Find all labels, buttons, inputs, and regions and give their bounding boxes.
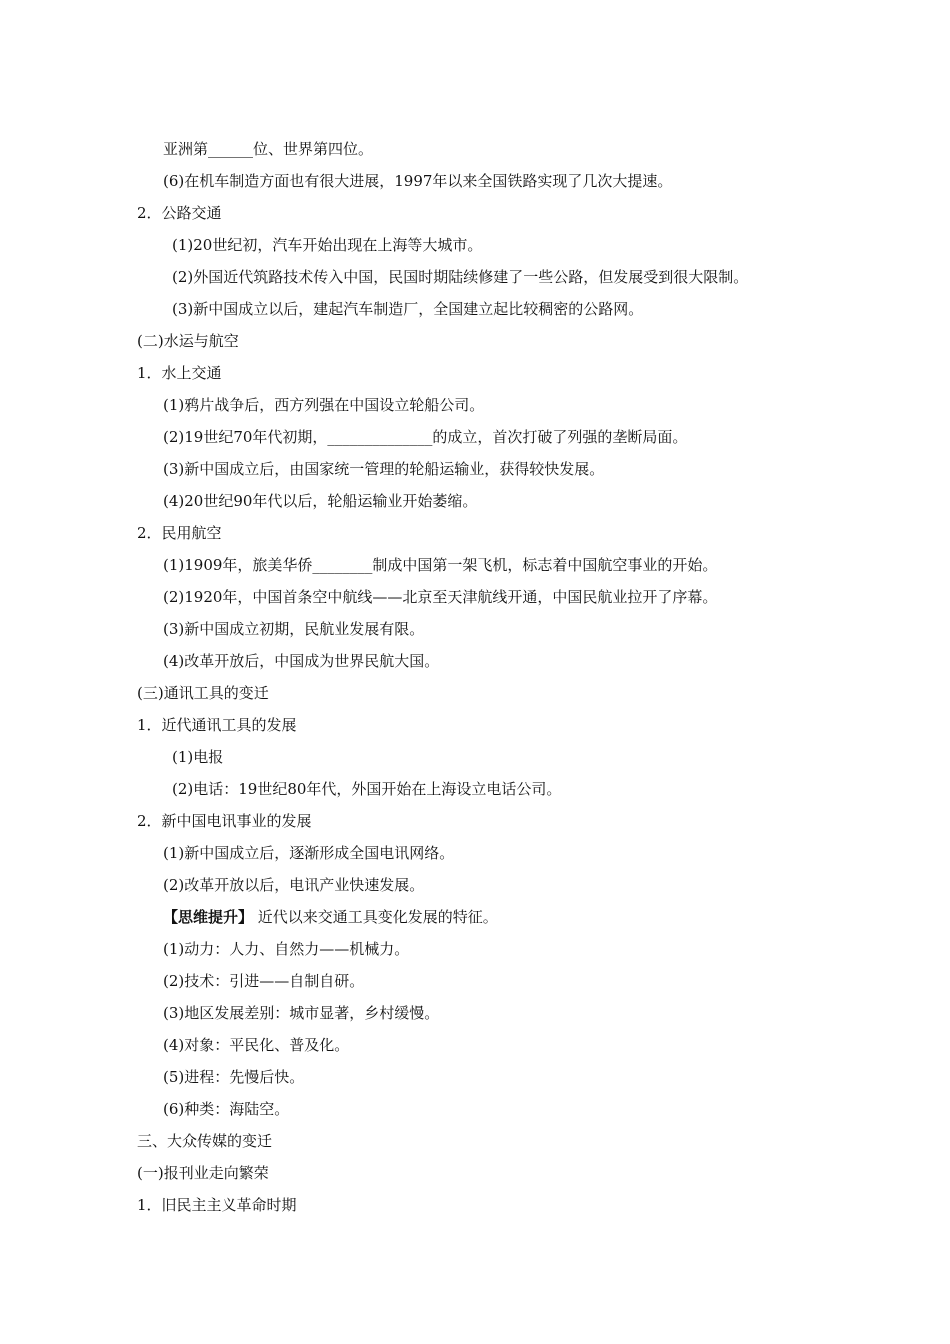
text-line: (3)新中国成立以后，建起汽车制造厂，全国建立起比较稠密的公路网。 [172, 300, 644, 318]
text-line: (2)19世纪70年代初期，______________的成立，首次打破了列强的垄断局面。 [163, 428, 688, 446]
section-heading: 2．公路交通 [137, 204, 222, 222]
section-heading: (二)水运与航空 [137, 332, 239, 350]
text-line: (4)20世纪90年代以后，轮船运输业开始萎缩。 [163, 492, 478, 510]
text-line: (2)技术：引进——自制自研。 [163, 972, 365, 990]
text-line: (1)新中国成立后，逐渐形成全国电讯网络。 [163, 844, 455, 862]
text-line: 亚洲第______位、世界第四位。 [163, 140, 374, 158]
text-line: (3)地区发展差别：城市显著，乡村缓慢。 [163, 1004, 440, 1022]
text-line: (2)外国近代筑路技术传入中国，民国时期陆续修建了一些公路，但发展受到很大限制。 [172, 268, 749, 286]
section-heading: (三)通讯工具的变迁 [137, 684, 269, 702]
section-heading: 1．旧民主主义革命时期 [137, 1196, 297, 1214]
text-line: (1)20世纪初，汽车开始出现在上海等大城市。 [172, 236, 483, 254]
text-line: (6)在机车制造方面也有很大进展，1997年以来全国铁路实现了几次大提速。 [163, 172, 673, 190]
thinking-tip-line [163, 907, 498, 927]
text-line: (3)新中国成立初期，民航业发展有限。 [163, 620, 425, 638]
section-heading: 2．民用航空 [137, 524, 222, 542]
text-line: (1)1909年，旅美华侨________制成中国第一架飞机，标志着中国航空事业的开始。 [163, 556, 718, 574]
section-heading: 1．近代通讯工具的发展 [137, 716, 297, 734]
text-line: (4)对象：平民化、普及化。 [163, 1036, 350, 1054]
text-line: (5)进程：先慢后快。 [163, 1068, 305, 1086]
section-heading: 三、大众传媒的变迁 [137, 1132, 273, 1150]
text-line: (6)种类：海陆空。 [163, 1100, 290, 1118]
text-line: (1)电报 [172, 748, 224, 766]
text-line: (2)改革开放以后，电讯产业快速发展。 [163, 876, 425, 894]
text-line: (4)改革开放后，中国成为世界民航大国。 [163, 652, 440, 670]
section-heading: 2．新中国电讯事业的发展 [137, 812, 312, 830]
text-line: (3)新中国成立后，由国家统一管理的轮船运输业，获得较快发展。 [163, 460, 605, 478]
thinking-tip-label: 【思维提升】 [163, 908, 254, 926]
thinking-tip-text: 近代以来交通工具变化发展的特征。 [257, 908, 498, 926]
section-heading: 1．水上交通 [137, 364, 222, 382]
text-line: (1)动力：人力、自然力——机械力。 [163, 940, 410, 958]
section-heading: (一)报刊业走向繁荣 [137, 1164, 269, 1182]
text-line: (2)1920年，中国首条空中航线——北京至天津航线开通，中国民航业拉开了序幕。 [163, 588, 718, 606]
text-line: (2)电话：19世纪80年代，外国开始在上海设立电话公司。 [172, 780, 562, 798]
text-line: (1)鸦片战争后，西方列强在中国设立轮船公司。 [163, 396, 485, 414]
